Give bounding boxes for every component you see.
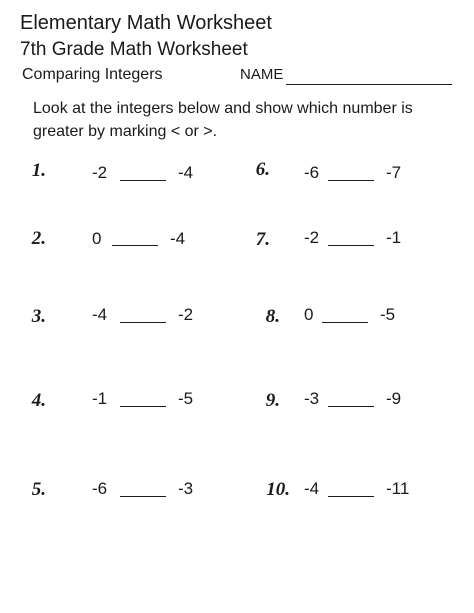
answer-blank[interactable]	[322, 322, 368, 323]
left-integer: -6	[304, 163, 320, 182]
problem-number: 8.	[265, 306, 280, 327]
answer-blank[interactable]	[328, 180, 374, 181]
problem-number: 5.	[31, 479, 46, 500]
answer-blank[interactable]	[120, 406, 166, 407]
worksheet-title: Elementary Math Worksheet	[20, 12, 272, 34]
problem-number: 3.	[31, 306, 46, 327]
left-integer: 0	[304, 305, 314, 324]
right-integer: -3	[178, 479, 194, 498]
right-integer: -1	[386, 228, 402, 247]
topic-label: Comparing Integers	[22, 66, 163, 83]
answer-blank[interactable]	[328, 406, 374, 407]
left-integer: 0	[92, 229, 102, 248]
answer-blank[interactable]	[112, 245, 158, 246]
left-integer: -4	[92, 305, 108, 324]
instructions: Look at the integers below and show which number is greater by marking < or >.	[33, 100, 413, 140]
problem-number: 2.	[31, 228, 46, 249]
name-line[interactable]	[286, 70, 452, 85]
problem-number: 7.	[255, 229, 270, 250]
right-integer: -7	[386, 163, 402, 182]
name-field[interactable]	[240, 65, 452, 85]
left-integer: -6	[92, 479, 108, 498]
right-integer: -5	[380, 305, 396, 324]
right-integer: -4	[178, 163, 194, 182]
problem-number: 10.	[266, 479, 290, 500]
answer-blank[interactable]	[120, 180, 166, 181]
problem-number: 4.	[31, 390, 46, 411]
right-integer: -5	[178, 389, 194, 408]
problem-number: 9.	[265, 390, 280, 411]
right-integer: -11	[386, 479, 410, 498]
answer-blank[interactable]	[120, 322, 166, 323]
grade-subtitle: 7th Grade Math Worksheet	[20, 39, 248, 60]
answer-blank[interactable]	[328, 496, 374, 497]
problem-number: 1.	[31, 160, 46, 181]
left-integer: -3	[304, 389, 320, 408]
right-integer: -2	[178, 305, 194, 324]
left-integer: -4	[304, 479, 320, 498]
right-integer: -4	[170, 229, 186, 248]
problem-number: 6.	[255, 159, 270, 180]
answer-blank[interactable]	[120, 496, 166, 497]
left-integer: -2	[304, 228, 320, 247]
name-label: NAME	[240, 66, 284, 83]
left-integer: -1	[92, 389, 108, 408]
right-integer: -9	[386, 389, 402, 408]
answer-blank[interactable]	[328, 245, 374, 246]
left-integer: -2	[92, 163, 108, 182]
